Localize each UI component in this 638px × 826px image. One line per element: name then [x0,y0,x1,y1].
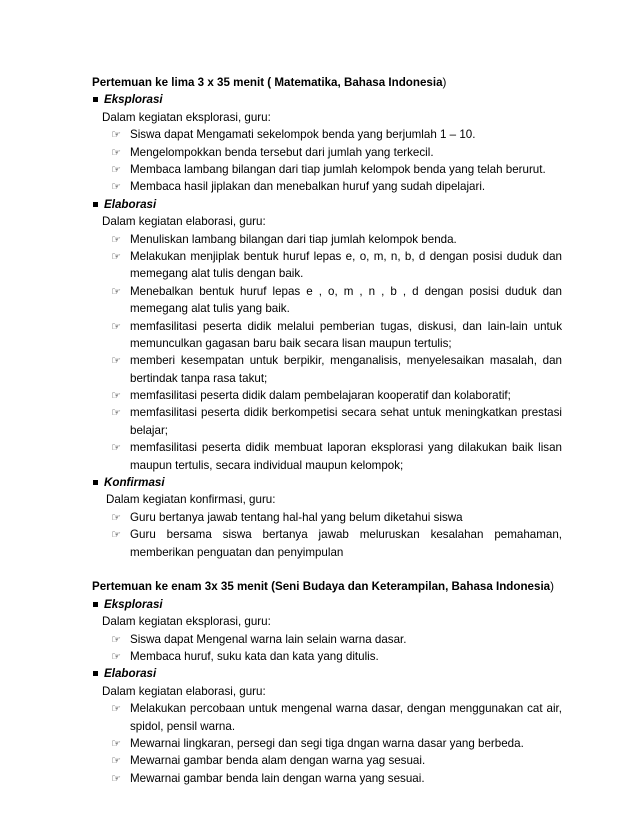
square-bullet-icon [93,602,98,607]
list-item: ☞ Mengelompokkan benda tersebut dari jumlah yang terkecil. [92,144,562,161]
meeting6-elaborate-intro: Dalam kegiatan elaborasi, guru: [102,684,266,698]
pointing-hand-icon: ☞ [111,180,121,194]
meeting5-explore-head: Eksplorasi [92,91,562,108]
pointing-hand-icon: ☞ [111,232,121,246]
list-item: ☞ Menuliskan lambang bilangan dari tiap jumlah kelompok benda. [92,231,562,248]
pointing-hand-icon: ☞ [111,650,121,663]
list-item: ☞ Mewarnai gambar benda alam dengan warna yag sesuai. [92,752,562,769]
list-item: ☞ Guru bertanya jawab tentang hal-hal yang belum diketahui siswa [92,509,562,526]
pointing-hand-icon: ☞ [111,145,121,159]
pointing-hand-icon: ☞ [111,354,121,368]
list-item: ☞ Membaca lambang bilangan dari tiap jumlah kelompok benda yang telah berurut. [92,161,562,178]
meeting5-confirm-head: Konfirmasi [92,474,562,491]
pointing-hand-icon: ☞ [111,128,121,142]
list-item: ☞ Mewarnai lingkaran, persegi dan segi tiga dngan warna dasar yang berbeda. [92,735,562,752]
meeting5-explore-intro: Dalam kegiatan eksplorasi, guru: [102,110,271,124]
list-item: ☞ Membaca hasil jiplakan dan menebalkan huruf yang sudah dipelajari. [92,178,562,195]
list-item: ☞ Guru bersama siswa bertanya jawab meluruskan kesalahan pemahaman, memberikan penguatan dan penyimpulan [92,526,562,561]
list-item: ☞ Melakukan menjiplak bentuk huruf lepas e, o, m, n, b, d dengan posisi duduk dan memegang alat tulis dengan baik. [92,248,562,283]
pointing-hand-icon: ☞ [111,632,121,646]
list-item: ☞ Mewarnai gambar benda lain dengan warna yang sesuai. [92,770,562,787]
square-bullet-icon [93,97,98,102]
pointing-hand-icon: ☞ [111,162,121,176]
meeting5-elaborate-intro: Dalam kegiatan elaborasi, guru: [102,215,266,229]
meeting6-explore-intro: Dalam kegiatan eksplorasi, guru: [102,615,271,629]
list-item: ☞ memfasilitasi peserta didik membuat laporan eksplorasi yang dilakukan baik lisan maupun tertulis, secara individual maupun kelompok; [92,439,562,474]
square-bullet-icon [93,671,98,676]
pointing-hand-icon: ☞ [111,702,121,716]
pointing-hand-icon: ☞ [111,771,121,785]
pointing-hand-icon: ☞ [111,528,121,542]
pointing-hand-icon: ☞ [111,319,121,333]
pointing-hand-icon: ☞ [111,389,121,403]
document-body [92,74,562,787]
list-item: ☞ Siswa dapat Mengamati sekelompok benda yang berjumlah 1 – 10. [92,126,562,143]
pointing-hand-icon: ☞ [111,406,121,420]
meeting6-elaborate-head: Elaborasi [92,665,562,682]
pointing-hand-icon: ☞ [111,441,121,455]
meeting5-elaborate-head: Elaborasi [92,196,562,213]
pointing-hand-icon: ☞ [111,510,121,524]
meeting5-confirm-intro: Dalam kegiatan konfirmasi, guru: [106,493,276,507]
spacer [92,561,562,578]
square-bullet-icon [93,480,98,485]
meeting5-title: Pertemuan ke lima 3 x 35 menit ( Matematika, Bahasa Indonesia) [92,76,447,89]
list-item: ☞ memberi kesempatan untuk berpikir, menganalisis, menyelesaikan masalah, dan bertindak tanpa rasa takut; [92,352,562,387]
meeting6-title: Pertemuan ke enam 3x 35 menit (Seni Budaya dan Keterampilan, Bahasa Indonesia) [92,580,554,594]
list-item: ☞ Menebalkan bentuk huruf lepas e , o, m , n , b , d dengan posisi duduk dan memegang alat tulis yang baik. [92,283,562,318]
list-item: ☞ memfasilitasi peserta didik dalam pembelajaran kooperatif dan kolaboratif; [92,387,562,404]
list-item: ☞ memfasilitasi peserta didik berkompetisi secara sehat untuk meningkatkan prestasi belajar; [92,404,562,439]
pointing-hand-icon: ☞ [111,284,121,298]
list-item: ☞ memfasilitasi peserta didik melalui pemberian tugas, diskusi, dan lain-lain untuk memunculkan gagasan baru baik secara lisan maupun tertulis; [92,318,562,353]
pointing-hand-icon: ☞ [111,249,121,263]
pointing-hand-icon: ☞ [111,754,121,768]
pointing-hand-icon: ☞ [111,736,121,750]
list-item: ☞ Melakukan percobaan untuk mengenal warna dasar, dengan menggunakan cat air, spidol, pensil warna. [92,700,562,735]
meeting6-explore-head: Eksplorasi [92,596,562,613]
square-bullet-icon [93,202,98,207]
list-item: ☞ Membaca huruf, suku kata dan kata yang ditulis. [92,648,562,665]
list-item: ☞ Siswa dapat Mengenal warna lain selain warna dasar. [92,631,562,648]
